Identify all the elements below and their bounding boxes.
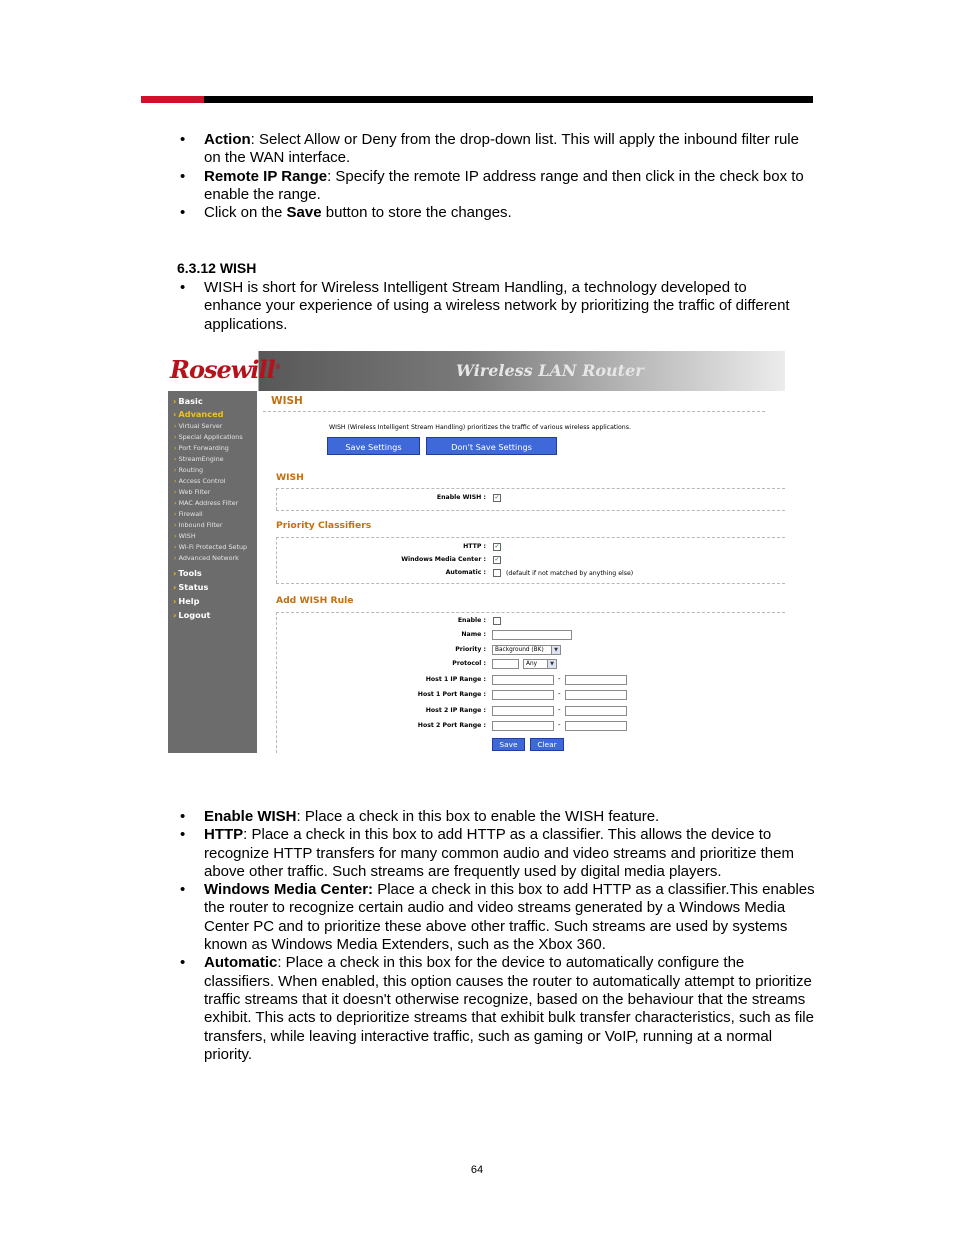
automatic-checkbox[interactable] <box>493 569 501 577</box>
priority-label: Priority : <box>455 646 486 653</box>
host1-port-end-input[interactable] <box>565 690 627 700</box>
arrow-icon: › <box>173 610 177 620</box>
bullet-action: • Action: Select Allow or Deny from the drop-down list. This will apply the inbound filter rule on the WAN interface. <box>180 131 810 168</box>
wish-section-header: WISH <box>276 472 304 483</box>
host2-port-range-label: Host 2 Port Range : <box>417 722 486 729</box>
nav-virtual-server[interactable]: › Virtual Server <box>174 422 223 430</box>
page-number: 64 <box>470 1164 484 1176</box>
arrow-icon: › <box>174 422 177 430</box>
nav-advanced[interactable]: › Advanced <box>173 409 224 419</box>
product-title: Wireless LAN Router <box>456 361 644 380</box>
divider <box>276 510 785 511</box>
bullet-save: • Click on the Save button to store the changes. <box>180 204 810 222</box>
rule-enable-checkbox[interactable] <box>493 617 501 625</box>
bottom-bullet-list <box>180 808 816 1064</box>
save-settings-button[interactable]: Save Settings <box>327 437 420 455</box>
host2-ip-start-input[interactable] <box>492 706 554 716</box>
host1-ip-range-label: Host 1 IP Range : <box>425 676 486 683</box>
arrow-icon: › <box>174 521 177 529</box>
rule-name-input[interactable] <box>492 630 572 640</box>
arrow-icon: › <box>174 488 177 496</box>
wish-description: WISH (Wireless Intelligent Stream Handling) prioritizes the traffic of various wireless applications. <box>329 424 631 431</box>
bullet-windows-media-center: • Windows Media Center: Place a check in this box to add HTTP as a classifier.This enables the router to recognize certain audio and video streams generated by a Windows Media Center PC and to prioritize these above other traffic. Such streams are used by systems known as Windows Media Extenders, such as the Xbox 360. <box>180 881 816 954</box>
http-checkbox[interactable]: ✓ <box>494 543 500 550</box>
nav-status[interactable]: › Status <box>173 582 209 592</box>
nav-port-forwarding[interactable]: › Port Forwarding <box>174 444 229 452</box>
header-rule-accent <box>141 96 204 103</box>
nav-streamengine[interactable]: › StreamEngine <box>174 455 224 463</box>
arrow-icon: › <box>174 510 177 518</box>
protocol-number-input[interactable] <box>492 659 519 669</box>
priority-select[interactable]: Background (BK) ▼ <box>492 645 561 655</box>
arrow-icon: › <box>173 409 177 419</box>
arrow-icon: › <box>174 433 177 441</box>
nav-routing[interactable]: › Routing <box>174 466 204 474</box>
chevron-down-icon: ▼ <box>551 646 560 654</box>
nav-logout[interactable]: › Logout <box>173 610 211 620</box>
sidebar <box>168 391 257 753</box>
arrow-icon: › <box>174 477 177 485</box>
save-button[interactable]: Save <box>492 738 525 751</box>
arrow-icon: › <box>174 455 177 463</box>
nav-web-filter[interactable]: › Web Filter <box>174 488 211 496</box>
nav-firewall[interactable]: › Firewall <box>174 510 203 518</box>
arrow-icon: › <box>174 499 177 507</box>
bullet-enable-wish: • Enable WISH: Place a check in this box to enable the WISH feature. <box>180 808 816 826</box>
divider <box>276 612 785 613</box>
divider <box>276 583 785 584</box>
page-title: WISH <box>271 395 303 407</box>
rosewill-logo: Rosewill® <box>170 355 280 384</box>
arrow-icon: › <box>174 543 177 551</box>
host2-port-end-input[interactable] <box>565 721 627 731</box>
bullet-automatic: • Automatic: Place a check in this box for the device to automatically configure the classifiers. When enabled, this option causes the router to automatically attempt to prioritize traffic streams that it doesn't otherwise recognize, based on the behaviour that the streams exhibit. This acts to deprioritize streams that exhibit bulk transfer characteristics, such as file transfers, while leaving interactive traffic, such as gaming or VoIP, running at a normal priority. <box>180 954 816 1064</box>
http-label: HTTP : <box>463 543 486 550</box>
arrow-icon: › <box>174 554 177 562</box>
arrow-icon: › <box>174 466 177 474</box>
nav-wifi-protected-setup[interactable]: › Wi-Fi Protected Setup <box>174 543 248 551</box>
clear-button[interactable]: Clear <box>530 738 564 751</box>
host1-port-start-input[interactable] <box>492 690 554 700</box>
chevron-down-icon: ▼ <box>547 660 556 668</box>
nav-inbound-filter[interactable]: › Inbound Filter <box>174 521 223 529</box>
divider <box>276 488 277 510</box>
router-screenshot <box>168 351 785 753</box>
host1-port-range-label: Host 1 Port Range : <box>417 691 486 698</box>
priority-classifiers-header: Priority Classifiers <box>276 520 372 531</box>
dont-save-settings-button[interactable]: Don't Save Settings <box>426 437 557 455</box>
enable-wish-label: Enable WISH : <box>436 494 486 501</box>
nav-access-control[interactable]: › Access Control <box>174 477 226 485</box>
arrow-icon: › <box>173 568 177 578</box>
nav-tools[interactable]: › Tools <box>173 568 202 578</box>
protocol-label: Protocol : <box>452 660 486 667</box>
divider <box>276 488 785 489</box>
nav-advanced-network[interactable]: › Advanced Network <box>174 554 239 562</box>
arrow-icon: › <box>173 582 177 592</box>
protocol-select[interactable]: Any ▼ <box>523 659 557 669</box>
range-separator: - <box>558 721 561 729</box>
arrow-icon: › <box>173 596 177 606</box>
host1-ip-start-input[interactable] <box>492 675 554 685</box>
automatic-note: (default if not matched by anything else) <box>506 570 634 577</box>
range-separator: - <box>558 675 561 683</box>
arrow-icon: › <box>174 444 177 452</box>
enable-label: Enable : <box>457 617 486 624</box>
bullet-wish-intro: • WISH is short for Wireless Intelligent Stream Handling, a technology developed to enhance your experience of using a wireless network by prioritizing the traffic of different applications. <box>180 279 790 334</box>
divider <box>276 537 785 538</box>
windows-media-center-checkbox[interactable]: ✓ <box>494 556 500 563</box>
divider <box>263 411 765 412</box>
range-separator: - <box>558 690 561 698</box>
nav-basic[interactable]: › Basic <box>173 396 203 406</box>
host1-ip-end-input[interactable] <box>565 675 627 685</box>
top-bullet-list <box>180 131 810 222</box>
host2-port-start-input[interactable] <box>492 721 554 731</box>
arrow-icon: › <box>174 532 177 540</box>
arrow-icon: › <box>173 396 177 406</box>
enable-wish-checkbox[interactable]: ✓ <box>494 494 500 501</box>
bullet-remote-ip-range: • Remote IP Range: Specify the remote IP address range and then click in the check box to enable the range. <box>180 168 810 205</box>
header-rule <box>141 96 813 103</box>
automatic-label: Automatic : <box>445 569 486 576</box>
section-title: 6.3.12 WISH <box>177 260 257 276</box>
name-label: Name : <box>461 631 486 638</box>
divider <box>276 612 277 753</box>
bullet-http: • HTTP: Place a check in this box to add HTTP as a classifier. This allows the device to recognize HTTP transfers for many common audio and video streams and prioritize them above other traffic. Such streams are frequently used by digital media players. <box>180 826 816 881</box>
intro-bullet-list <box>180 279 790 334</box>
nav-wish[interactable]: › WISH <box>174 532 196 540</box>
host2-ip-range-label: Host 2 IP Range : <box>425 707 486 714</box>
nav-special-applications[interactable]: › Special Applications <box>174 433 243 441</box>
nav-mac-address-filter[interactable]: › MAC Address Filter <box>174 499 239 507</box>
range-separator: - <box>558 706 561 714</box>
add-wish-rule-header: Add WISH Rule <box>276 595 354 606</box>
divider <box>276 537 277 583</box>
host2-ip-end-input[interactable] <box>565 706 627 716</box>
windows-media-center-label: Windows Media Center : <box>401 556 486 563</box>
nav-help[interactable]: › Help <box>173 596 200 606</box>
banner <box>168 351 785 391</box>
